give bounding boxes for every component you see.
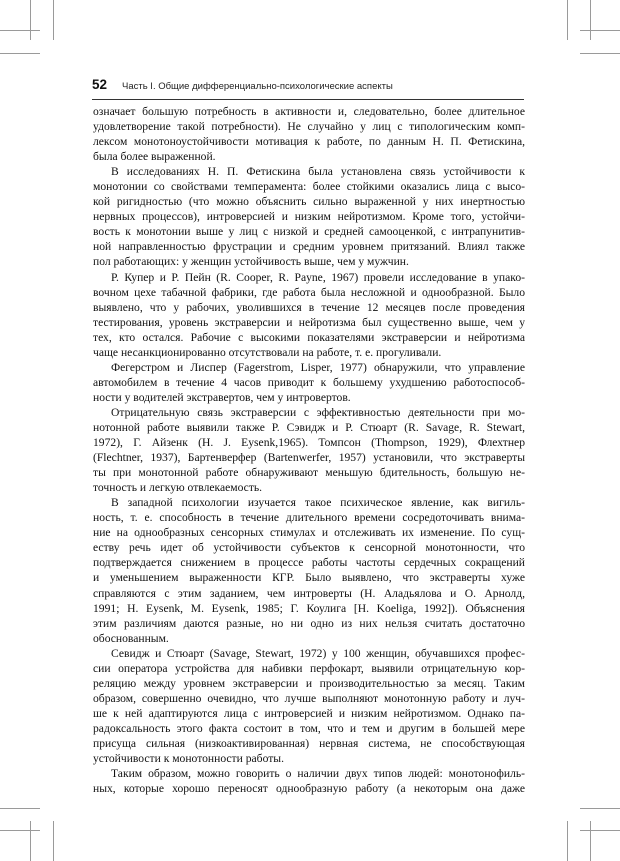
crop-mark — [0, 830, 40, 831]
crop-mark — [30, 821, 31, 861]
text-line: ние на однообразных сенсорных стимулах и отслеживать их изменение. По сущ- — [93, 526, 525, 540]
header-rule — [92, 99, 524, 100]
text-line: В западной психологии изучается такое психическое явление, как вигиль- — [111, 496, 525, 510]
text-line: подтверждается снижением в процессе работы частоты сердечных сокращений — [93, 556, 525, 570]
text-line: радоксальность этого факта состоит в том, что и тем и другим в большей мере — [93, 721, 525, 735]
text-line: пол работающих: у женщин устойчивость выше, чем у мужчин. — [93, 255, 409, 269]
text-line: обоснованным. — [93, 631, 169, 645]
crop-mark — [590, 0, 591, 40]
text-line: Таким образом, можно говорить о наличии двух типов людей: монотонофиль- — [111, 767, 525, 781]
text-line: Р. Купер и Р. Пейн (R. Cooper, R. Payne, 1967) провели исследование в упако- — [111, 270, 525, 284]
crop-mark — [580, 30, 620, 31]
text-line: кой ригидностью (что можно объяснить сильно выраженной у них инертностью — [93, 195, 525, 209]
text-line: 1972), Г. Айзенк (H. J. Eysenk,1965). Томпсон (Thompson, 1929), Флехтнер — [93, 436, 525, 450]
text-line: нотонной работе выявили также Р. Сэвидж и Р. Стюарт (R. Savage, R. Stewart, — [93, 420, 525, 434]
text-line: Севидж и Стюарт (Savage, Stewart, 1972) у 100 женщин, обучавшихся профес- — [111, 646, 525, 660]
text-line: автомобилем в течение 4 часов приводит к большему ухудшению работоспособ- — [93, 375, 525, 389]
page-number: 52 — [92, 77, 108, 92]
text-line: ной направленностью фрустрации и средним уровнем притязаний. Влиял также — [93, 240, 525, 254]
crop-mark — [580, 808, 620, 809]
text-line: 1991; H. Eysenk, M. Eysenk, 1985; Г. Коулига [H. Koeliga, 1992]). Объяснения — [93, 601, 525, 615]
running-title: Часть I. Общие дифференциально-психологические аспекты — [122, 81, 393, 92]
crop-mark — [53, 821, 54, 861]
text-line: образом, совершенно очевидно, что лучше выполняют монотонную работу и луч- — [93, 691, 525, 705]
text-line: монотонии со свойствами темперамента: более стойкими оказались лица с высо- — [93, 180, 525, 194]
text-line: лексом монотоноустойчивости мотивация к работе, по данным Н. П. Фетискина, — [93, 135, 525, 149]
text-line: реляцию между уровнем экстраверсии и производительностью за месяц. Таким — [93, 676, 525, 690]
text-line: вочном цехе табачной фабрики, где работа была несложной и однообразной. Было — [93, 285, 525, 299]
text-line: ных, которые хорошо переносят однообразную работу (а некоторым она даже — [93, 782, 525, 796]
crop-mark — [590, 821, 591, 861]
text-line: (Flechtner, 1937), Бартенверфер (Bartenwerfer, 1957) установили, что экстраверты — [93, 451, 525, 465]
text-line: означает большую потребность в активности и, следовательно, более длительное — [93, 105, 525, 118]
crop-mark — [0, 53, 40, 54]
crop-mark — [30, 0, 31, 40]
text-line: и уменьшением выраженности КГР. Было выявлено, что экстраверты хуже — [93, 571, 525, 585]
crop-mark — [0, 808, 40, 809]
text-line: ше к ней адаптируются лица с интроверсией и низким нейротизмом. Однако па- — [93, 706, 525, 720]
text-line: Отрицательную связь экстраверсии с эффективностью деятельности при мо- — [111, 405, 525, 419]
crop-mark — [567, 0, 568, 40]
page-header — [92, 77, 522, 96]
text-line: Фегерстром и Лиспер (Fagerstrom, Lisper, 1977) обнаружили, что управление — [111, 360, 525, 374]
crop-mark — [0, 30, 40, 31]
text-line: ности у водителей экстравертов, чем у интровертов. — [93, 390, 351, 404]
crop-mark — [567, 821, 568, 861]
text-line: нервных процессов), интроверсией и низким нейротизмом. Кроме того, устойчи- — [93, 210, 525, 224]
text-line: точность и легкую отвлекаемость. — [93, 481, 263, 495]
text-line: тестирования, уровень экстраверсии и нейротизма был существенно выше, чем у — [93, 315, 525, 329]
text-line: ты при монотонной работе обнаруживают меньшую бдительность, большую не- — [93, 466, 525, 480]
text-line: была более выраженной. — [93, 150, 216, 164]
text-line: чаще несанкционированно отсутствовали на работе, т. е. прогуливали. — [93, 345, 442, 359]
crop-mark — [53, 0, 54, 40]
text-line: тех, кто остался. Рабочие с высокими показателями экстраверсии и нейротизма — [93, 330, 525, 344]
text-line: В исследованиях Н. П. Фетискина была установлена связь устойчивости к — [111, 165, 525, 179]
text-line: удовлетворение такой потребности). Не случайно у лиц с типологическим комп- — [93, 120, 525, 134]
text-line: этим различиям даются разные, но ни одно из них нельзя считать достаточно — [93, 616, 525, 630]
text-line: выявлено, что у рабочих, уволившихся в течение 12 месяцев после проведения — [93, 300, 525, 314]
text-line: еству речь идет об устойчивости субъектов к сенсорной монотонности, что — [93, 541, 525, 555]
crop-mark — [580, 53, 620, 54]
text-line: устойчивости к монотонности работы. — [93, 752, 284, 766]
crop-mark — [580, 830, 620, 831]
text-line: присуща сильная (низкоактивированная) нервная система, не способствующая — [93, 736, 525, 750]
text-line: ность, т. е. способность в течение длительного времени сосредоточивать внима- — [93, 511, 525, 525]
text-line: вость к монотонии выше у лиц с низкой и средней самооценкой, с интрапунитив- — [93, 225, 525, 239]
text-line: справляются с этим заданием, чем интроверты (Н. Аладьялова и О. Арнолд, — [93, 586, 525, 600]
text-line: сии оператора устройства для набивки перфокарт, выявили отрицательную кор- — [93, 661, 525, 675]
body-text — [93, 104, 525, 796]
